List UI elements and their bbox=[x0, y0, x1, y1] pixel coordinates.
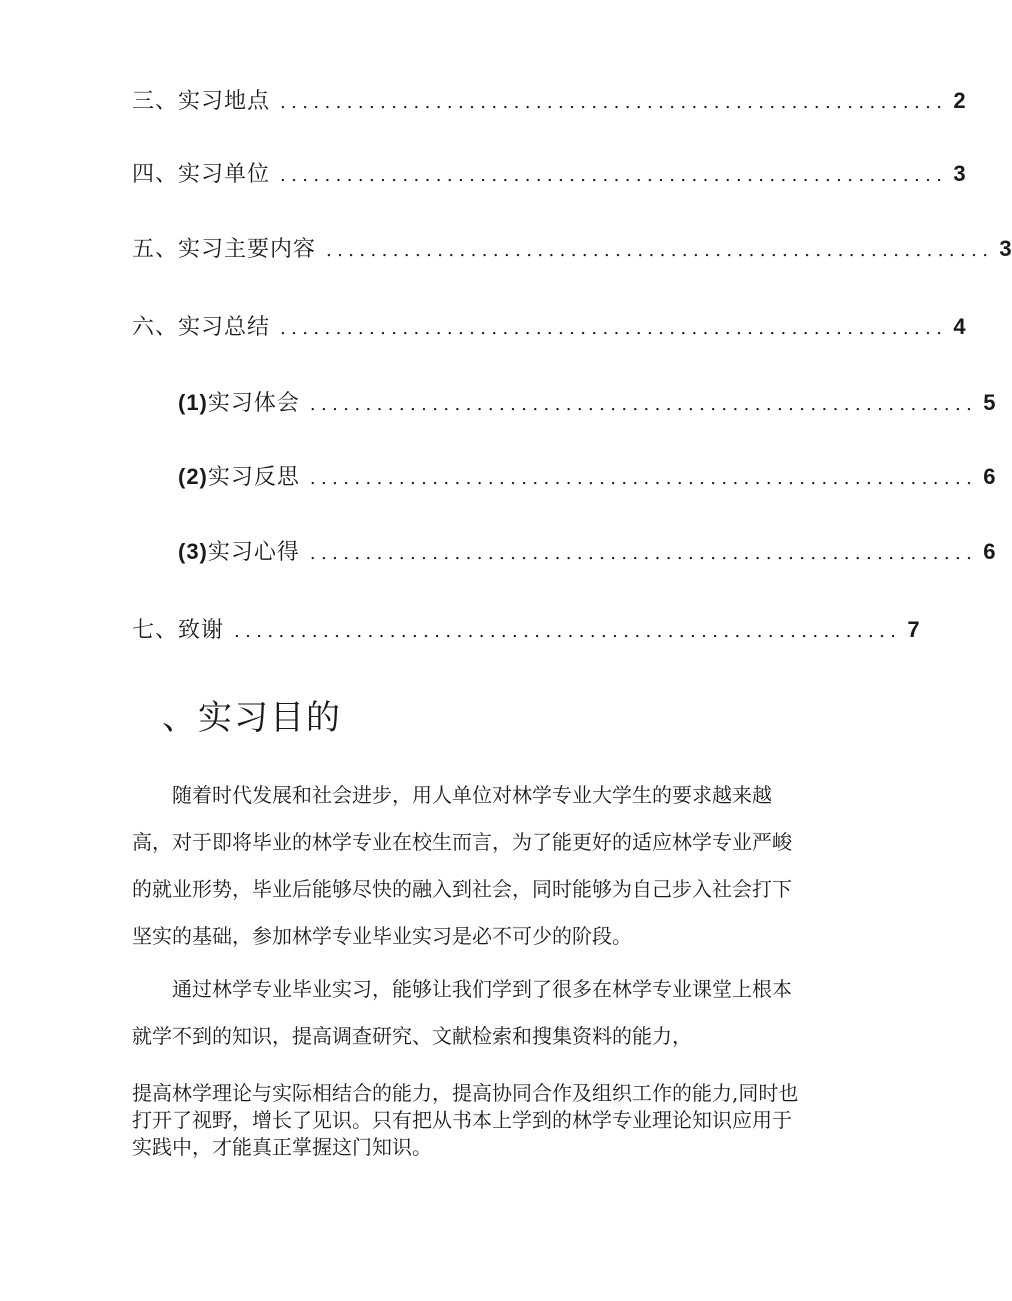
toc-leader-dots: ............................................................ bbox=[280, 165, 948, 186]
body-paragraph: 随着时代发展和社会进步，用人单位对林学专业大学生的要求越来越高，对于即将毕业的林学专业在校生而言，为了能更好的适应林学专业严峻的就业形势，毕业后能够尽快的融入到社会，同时能够为自己步入社会打下坚实的基础，参加林学专业毕业实习是必不可少的阶段。 bbox=[132, 783, 792, 948]
toc-entry-title: 四、实习单位 bbox=[132, 162, 271, 187]
toc-entry-label: 实习心得 bbox=[207, 540, 300, 565]
toc-entry-page: 7 bbox=[907, 617, 920, 642]
toc-entry[interactable] bbox=[132, 84, 966, 120]
toc-entry-page: 6 bbox=[983, 539, 996, 564]
toc-entry-label: 实习反思 bbox=[207, 465, 300, 490]
toc-leader-dots: ............................................................ bbox=[309, 468, 978, 489]
toc-entry-page: 2 bbox=[953, 88, 966, 113]
toc-entry[interactable] bbox=[132, 310, 966, 346]
toc-entry-page: 5 bbox=[983, 390, 996, 415]
toc-entry-label: 实习体会 bbox=[207, 391, 300, 416]
toc-entry-title: 三、实习地点 bbox=[132, 89, 271, 114]
toc-leader-dots: ............................................................ bbox=[309, 543, 978, 564]
toc-entry-number: (1) bbox=[178, 390, 208, 415]
toc-entry[interactable] bbox=[178, 386, 996, 422]
toc-entry-page: 3 bbox=[999, 236, 1012, 261]
toc-entry-title: 七、致谢 bbox=[132, 618, 225, 643]
section-heading: 、实习目的 bbox=[162, 698, 342, 738]
toc-leader-dots: ............................................................ bbox=[326, 240, 994, 261]
toc-entry-title: 六、实习总结 bbox=[132, 315, 271, 340]
toc-entry[interactable] bbox=[178, 535, 996, 571]
toc-leader-dots: ............................................................ bbox=[234, 621, 902, 642]
toc-entry-title bbox=[178, 535, 300, 566]
body-paragraph: 提高林学理论与实际相结合的能力，提高协同合作及组织工作的能力,同时也打开了视野，增长了见识。只有把从书本上学到的林学专业理论知识应用于实践中，才能真正掌握这门知识。 bbox=[132, 1081, 799, 1159]
body-paragraph: 通过林学专业毕业实习，能够让我们学到了很多在林学专业课堂上根本就学不到的知识，提高调查研究、文献检索和搜集资料的能力， bbox=[132, 977, 792, 1048]
toc-leader-dots: ............................................................ bbox=[309, 394, 978, 415]
toc-entry[interactable] bbox=[178, 460, 996, 496]
toc-entry-title: 五、实习主要内容 bbox=[132, 237, 317, 262]
toc-entry-page: 4 bbox=[953, 314, 966, 339]
toc-entry-title bbox=[178, 460, 300, 491]
toc-entry[interactable] bbox=[132, 232, 1012, 268]
toc-entry-page: 6 bbox=[983, 464, 996, 489]
toc-entry-number: (3) bbox=[178, 539, 208, 564]
toc-entry-page: 3 bbox=[953, 161, 966, 186]
toc-entry[interactable] bbox=[132, 613, 920, 649]
toc-entry[interactable] bbox=[132, 157, 966, 193]
toc-entry-number: (2) bbox=[178, 464, 208, 489]
toc-leader-dots: ............................................................ bbox=[280, 318, 948, 339]
toc-entry-title bbox=[178, 386, 300, 417]
toc-leader-dots: ............................................................ bbox=[280, 92, 948, 113]
